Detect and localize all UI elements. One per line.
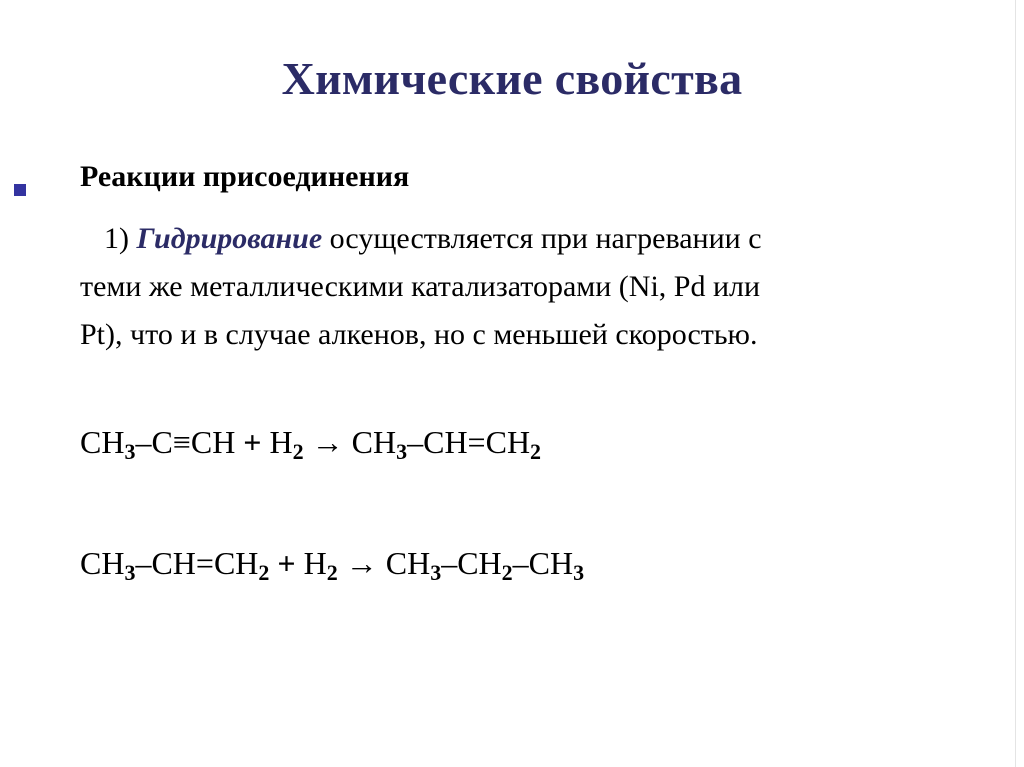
paragraph-line-3: Pt), что и в случае алкенов, но с меньшей скоростью. xyxy=(80,318,758,351)
term-hydrogenation: Гидрирование xyxy=(136,222,323,255)
paragraph-line-1-rest: осуществляется при нагревании с xyxy=(322,222,762,255)
item-number: 1) xyxy=(104,222,129,255)
slide-title: Химические свойства xyxy=(281,53,743,104)
paragraph-line-2: теми же металлическими катализаторами (Ni, Pd или xyxy=(80,270,761,303)
equation-2: CH3–CH=CH2 + H2 → CH3–CH2–CH3 xyxy=(80,545,585,585)
square-bullet-icon xyxy=(14,184,26,196)
hydrogenation-paragraph xyxy=(80,215,1000,359)
bullet-heading: Реакции присоединения xyxy=(80,160,410,193)
equation-1: CH3–C≡CH + H2 → CH3–CH=CH2 xyxy=(80,424,542,464)
paragraph-line-1 xyxy=(80,215,1000,263)
